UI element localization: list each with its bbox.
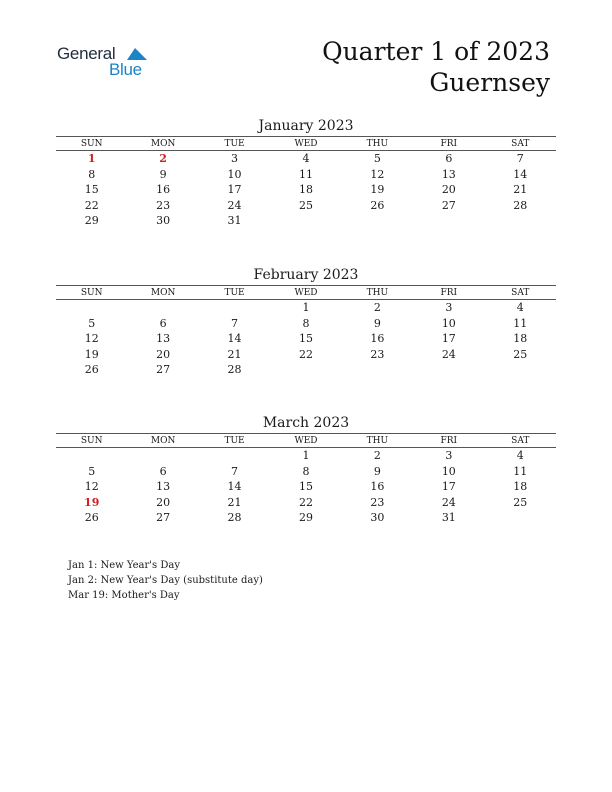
day-cell: 29 bbox=[84, 214, 99, 228]
day-cell: 19 bbox=[370, 183, 385, 197]
day-cell: 3 bbox=[445, 449, 453, 463]
day-cell: 27 bbox=[156, 363, 171, 377]
day-cell: 20 bbox=[156, 495, 171, 509]
day-cell: 5 bbox=[88, 464, 96, 478]
day-cell: 10 bbox=[441, 316, 456, 330]
weekday-header: TUE bbox=[199, 434, 270, 448]
day-cell: 27 bbox=[156, 511, 171, 525]
day-cell: 26 bbox=[84, 511, 99, 525]
day-cell: 16 bbox=[370, 332, 385, 346]
day-cell: 9 bbox=[159, 167, 167, 181]
day-cell: 19 bbox=[84, 347, 99, 361]
week-row bbox=[56, 464, 556, 480]
weekday-header: MON bbox=[127, 434, 198, 448]
month-title: February 2023 bbox=[253, 267, 359, 283]
day-cell: 28 bbox=[227, 363, 242, 377]
day-cell: 21 bbox=[513, 183, 528, 197]
weekday-header: SAT bbox=[485, 286, 556, 300]
week-row bbox=[56, 213, 556, 229]
weekday-header: THU bbox=[342, 286, 413, 300]
day-cell: 1 bbox=[87, 152, 96, 166]
day-cell: 11 bbox=[298, 167, 313, 181]
day-cell bbox=[56, 448, 127, 464]
day-cell: 28 bbox=[513, 198, 528, 212]
day-cell: 4 bbox=[302, 152, 310, 166]
day-cell: 7 bbox=[516, 152, 524, 166]
day-cell: 18 bbox=[298, 183, 313, 197]
day-cell: 23 bbox=[370, 347, 385, 361]
month-grid bbox=[56, 136, 556, 229]
week-row bbox=[56, 347, 556, 363]
day-cell: 6 bbox=[445, 152, 453, 166]
week-row bbox=[56, 448, 556, 464]
weekday-header: FRI bbox=[413, 434, 484, 448]
weekday-header: SUN bbox=[56, 137, 127, 151]
day-cell: 8 bbox=[302, 464, 310, 478]
day-cell: 2 bbox=[159, 152, 167, 166]
day-cell: 28 bbox=[227, 511, 242, 525]
day-cell: 16 bbox=[156, 183, 171, 197]
week-row bbox=[56, 182, 556, 198]
day-cell: 5 bbox=[373, 152, 381, 166]
holiday-note: Jan 2: New Year's Day (substitute day) bbox=[68, 575, 263, 586]
month-grid bbox=[56, 285, 556, 378]
week-row bbox=[56, 510, 556, 526]
day-cell: 14 bbox=[227, 332, 242, 346]
weekday-header: SAT bbox=[485, 137, 556, 151]
day-cell bbox=[56, 300, 127, 316]
day-cell: 20 bbox=[441, 183, 456, 197]
week-row bbox=[56, 316, 556, 332]
day-cell bbox=[270, 362, 341, 378]
weekday-header: WED bbox=[270, 286, 341, 300]
day-cell: 26 bbox=[370, 198, 385, 212]
day-cell: 25 bbox=[513, 347, 528, 361]
day-cell: 2 bbox=[373, 301, 381, 315]
day-cell: 19 bbox=[84, 495, 100, 509]
month-calendar bbox=[56, 265, 556, 378]
month-title: January 2023 bbox=[258, 118, 354, 134]
day-cell: 3 bbox=[231, 152, 239, 166]
day-cell: 8 bbox=[302, 316, 310, 330]
weekday-header: THU bbox=[342, 137, 413, 151]
day-cell: 24 bbox=[227, 198, 242, 212]
day-cell: 22 bbox=[298, 495, 313, 509]
day-cell: 17 bbox=[441, 480, 456, 494]
page-title bbox=[322, 36, 550, 98]
day-cell: 5 bbox=[88, 316, 96, 330]
weekday-header: SAT bbox=[485, 434, 556, 448]
day-cell: 10 bbox=[227, 167, 242, 181]
day-cell: 12 bbox=[84, 332, 99, 346]
day-cell: 26 bbox=[84, 363, 99, 377]
day-cell: 10 bbox=[441, 464, 456, 478]
day-cell: 27 bbox=[441, 198, 456, 212]
weekday-header: FRI bbox=[413, 137, 484, 151]
day-cell bbox=[127, 448, 198, 464]
holiday-note: Mar 19: Mother's Day bbox=[68, 590, 180, 601]
month-calendar bbox=[56, 116, 556, 229]
week-row bbox=[56, 331, 556, 347]
day-cell: 22 bbox=[298, 347, 313, 361]
day-cell: 7 bbox=[231, 316, 239, 330]
holiday-notes bbox=[68, 558, 263, 603]
day-cell: 11 bbox=[513, 464, 528, 478]
day-cell: 9 bbox=[373, 316, 381, 330]
day-cell bbox=[485, 510, 556, 526]
day-cell: 3 bbox=[445, 301, 453, 315]
weekday-header: THU bbox=[342, 434, 413, 448]
day-cell: 21 bbox=[227, 495, 242, 509]
week-row bbox=[56, 167, 556, 183]
quarter-title: Quarter 1 of 2023 bbox=[322, 37, 550, 66]
day-cell: 8 bbox=[88, 167, 96, 181]
day-cell: 14 bbox=[513, 167, 528, 181]
day-cell bbox=[199, 448, 270, 464]
day-cell: 15 bbox=[298, 332, 313, 346]
day-cell: 17 bbox=[441, 332, 456, 346]
day-cell: 13 bbox=[441, 167, 456, 181]
day-cell: 6 bbox=[159, 316, 167, 330]
day-cell: 11 bbox=[513, 316, 528, 330]
country-title: Guernsey bbox=[429, 68, 550, 97]
generalblue-logo bbox=[57, 44, 157, 84]
logo-text-general: General bbox=[57, 44, 116, 63]
day-cell: 9 bbox=[373, 464, 381, 478]
day-cell: 23 bbox=[370, 495, 385, 509]
day-cell: 15 bbox=[84, 183, 99, 197]
day-cell: 23 bbox=[156, 198, 171, 212]
day-cell bbox=[342, 362, 413, 378]
day-cell: 25 bbox=[513, 495, 528, 509]
day-cell: 4 bbox=[516, 301, 524, 315]
week-row bbox=[56, 479, 556, 495]
day-cell: 25 bbox=[298, 198, 313, 212]
day-cell: 21 bbox=[227, 347, 242, 361]
month-calendar bbox=[56, 413, 556, 526]
day-cell: 6 bbox=[159, 464, 167, 478]
week-row bbox=[56, 198, 556, 214]
day-cell bbox=[485, 362, 556, 378]
day-cell: 14 bbox=[227, 480, 242, 494]
day-cell bbox=[413, 213, 484, 229]
day-cell: 18 bbox=[513, 480, 528, 494]
weekday-header: TUE bbox=[199, 137, 270, 151]
logo-triangle-icon bbox=[127, 46, 147, 60]
day-cell: 4 bbox=[516, 449, 524, 463]
logo-text-blue: Blue bbox=[109, 60, 142, 79]
day-cell: 13 bbox=[156, 480, 171, 494]
day-cell: 20 bbox=[156, 347, 171, 361]
month-grid bbox=[56, 433, 556, 526]
day-cell: 24 bbox=[441, 495, 456, 509]
week-row bbox=[56, 300, 556, 316]
day-cell bbox=[485, 213, 556, 229]
day-cell: 13 bbox=[156, 332, 171, 346]
day-cell: 31 bbox=[227, 214, 242, 228]
weekday-header: MON bbox=[127, 286, 198, 300]
day-cell bbox=[127, 300, 198, 316]
day-cell: 31 bbox=[441, 511, 456, 525]
day-cell: 22 bbox=[84, 198, 99, 212]
month-title: March 2023 bbox=[262, 415, 350, 431]
day-cell bbox=[270, 213, 341, 229]
day-cell: 24 bbox=[441, 347, 456, 361]
day-cell: 30 bbox=[370, 511, 385, 525]
day-cell: 30 bbox=[156, 214, 171, 228]
day-cell: 18 bbox=[513, 332, 528, 346]
weekday-header: WED bbox=[270, 137, 341, 151]
week-row bbox=[56, 495, 556, 511]
day-cell: 15 bbox=[298, 480, 313, 494]
day-cell: 12 bbox=[370, 167, 385, 181]
day-cell: 29 bbox=[298, 511, 313, 525]
holiday-note: Jan 1: New Year's Day bbox=[68, 560, 180, 571]
day-cell: 17 bbox=[227, 183, 242, 197]
day-cell: 12 bbox=[84, 480, 99, 494]
day-cell bbox=[342, 213, 413, 229]
weekday-header: FRI bbox=[413, 286, 484, 300]
day-cell: 2 bbox=[373, 449, 381, 463]
weekday-header: SUN bbox=[56, 286, 127, 300]
day-cell: 16 bbox=[370, 480, 385, 494]
week-row bbox=[56, 151, 556, 167]
day-cell bbox=[413, 362, 484, 378]
weekday-header: WED bbox=[270, 434, 341, 448]
weekday-header: MON bbox=[127, 137, 198, 151]
weekday-header: SUN bbox=[56, 434, 127, 448]
weekday-header: TUE bbox=[199, 286, 270, 300]
week-row bbox=[56, 362, 556, 378]
day-cell: 7 bbox=[231, 464, 239, 478]
day-cell: 1 bbox=[302, 301, 310, 315]
day-cell bbox=[199, 300, 270, 316]
day-cell: 1 bbox=[302, 449, 310, 463]
